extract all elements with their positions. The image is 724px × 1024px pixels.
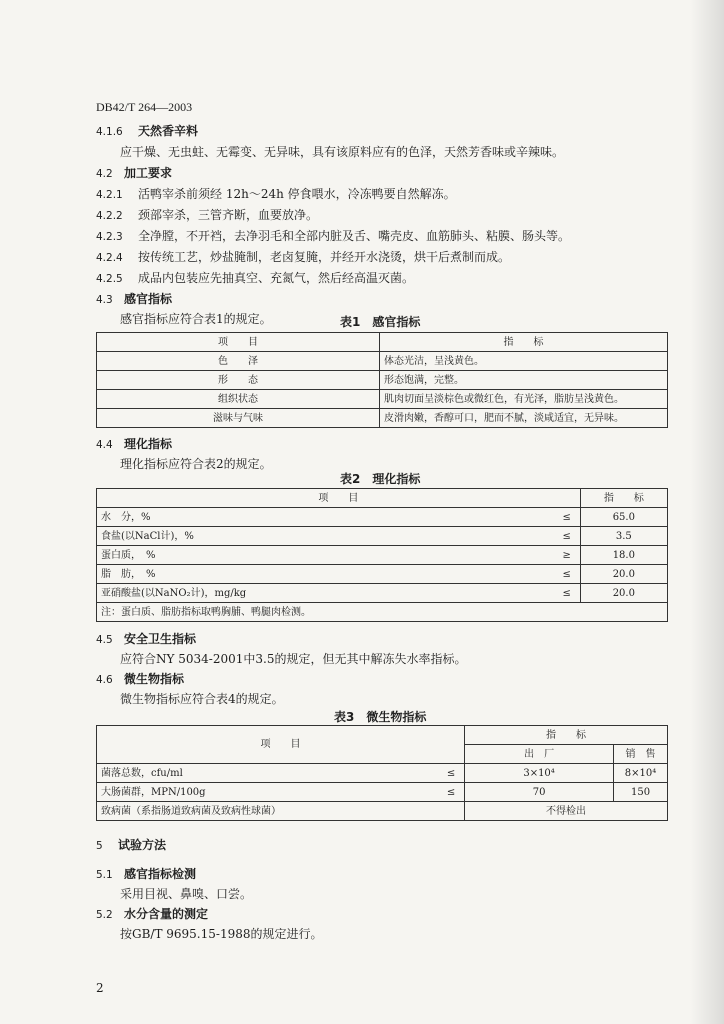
table-cell: 形 态 [97, 371, 380, 390]
table2-caption: 表2 理化指标 [340, 472, 421, 486]
table-cell: 8×10⁴ [614, 764, 668, 783]
table-cell: 肌肉切面呈淡棕色或微红色，有光泽，脂肪呈浅黄色。 [380, 390, 668, 409]
table-cell: 形态饱满，完整。 [380, 371, 668, 390]
table-row [97, 546, 668, 565]
table-cell: 体态光洁，呈浅黄色。 [380, 352, 668, 371]
table-row [97, 764, 668, 783]
section-4-6-text: 微生物指标应符合表4的规定。 [120, 692, 284, 706]
table-cell: 不得检出 [465, 802, 668, 821]
table-row [97, 508, 668, 527]
table-row [97, 565, 668, 584]
table-cell: ≤ [554, 584, 581, 603]
section-4-2-2: 4.2.2 颈部宰杀，三管齐断，血要放净。 [96, 208, 319, 222]
table2-note: 注：蛋白质、脂肪指标取鸭胸脯、鸭腿肉检测。 [97, 603, 668, 622]
table-row [97, 333, 668, 352]
table-cell: 组织状态 [97, 390, 380, 409]
section-4-1-6-text: 应干燥、无虫蛀、无霉变、无异味，具有该原料应有的色泽，天然芳香味或辛辣味。 [120, 145, 565, 159]
section-4-2-3: 4.2.3 全净膛，不开裆，去净羽毛和全部内脏及舌、嘴壳皮、血筋肺头、粘膜、肠头等。 [96, 229, 571, 243]
table2-head-item: 项 目 [97, 489, 581, 508]
table3-head-index: 指 标 [465, 726, 668, 745]
section-4-5-text: 应符合NY 5034-2001中3.5的规定，但无其中解冻失水率指标。 [120, 652, 467, 666]
table-row [97, 603, 668, 622]
section-4-2-4: 4.2.4 按传统工艺，炒盐腌制，老卤复腌，并经开水浇烫，烘干后煮制而成。 [96, 250, 511, 264]
section-4-4-text: 理化指标应符合表2的规定。 [120, 457, 272, 471]
table1-sensory [96, 332, 668, 428]
table-row [97, 584, 668, 603]
table-row [97, 726, 668, 745]
table-row [97, 527, 668, 546]
table3-sub-sales: 销 售 [614, 745, 668, 764]
table-row [97, 409, 668, 428]
section-5-2-text: 按GB/T 9695.15-1988的规定进行。 [120, 927, 323, 941]
section-4-6: 4.6 微生物指标 [96, 672, 185, 686]
table-row [97, 390, 668, 409]
table-cell: ≤ [554, 508, 581, 527]
table-cell: ≥ [554, 546, 581, 565]
section-4-2-1: 4.2.1 活鸭宰杀前须经 12h～24h 停食喂水，冷冻鸭要自然解冻。 [96, 187, 456, 201]
section-4-5: 4.5 安全卫生指标 [96, 632, 197, 646]
table-cell: 大肠菌群，MPN/100g [97, 783, 439, 802]
table-row [97, 371, 668, 390]
table-cell: 20.0 [580, 584, 667, 603]
table-cell: 脂 肪， % [97, 565, 554, 584]
scan-shadow [690, 0, 724, 1024]
table-cell: 致病菌（系指肠道致病菌及致病性球菌） [97, 802, 465, 821]
table-cell: 蛋白质， % [97, 546, 554, 565]
table-cell: 65.0 [580, 508, 667, 527]
section-4-2: 4.2 加工要求 [96, 166, 173, 180]
table1-caption: 表1 感官指标 [340, 315, 421, 329]
table3-microbial [96, 725, 668, 821]
table3-sub-factory: 出 厂 [465, 745, 614, 764]
section-4-3: 4.3 感官指标 [96, 292, 173, 306]
table1-head-index: 指 标 [380, 333, 668, 352]
table-row [97, 489, 668, 508]
table-cell: 色 泽 [97, 352, 380, 371]
section-4-3-text: 感官指标应符合表1的规定。 [120, 312, 272, 326]
section-4-2-5: 4.2.5 成品内包装应先抽真空、充氮气，然后经高温灭菌。 [96, 271, 415, 285]
section-4-1-6: 4.1.6 天然香辛料 [96, 124, 199, 138]
table-cell: 18.0 [580, 546, 667, 565]
table-cell: 150 [614, 783, 668, 802]
table-cell: 20.0 [580, 565, 667, 584]
table-cell: 皮滑肉嫩，香醇可口，肥而不腻，淡咸适宜，无异味。 [380, 409, 668, 428]
table2-physicochemical [96, 488, 668, 622]
section-4-4: 4.4 理化指标 [96, 437, 173, 451]
section-5: 5 试验方法 [96, 838, 167, 852]
section-5-1-text: 采用目视、鼻嗅、口尝。 [120, 887, 253, 901]
table3-caption: 表3 微生物指标 [334, 710, 427, 724]
table-row [97, 802, 668, 821]
standard-number: DB42/T 264—2003 [96, 100, 193, 114]
section-5-1: 5.1 感官指标检测 [96, 867, 197, 881]
table-cell: ≤ [438, 764, 465, 783]
table-cell: 3×10⁴ [465, 764, 614, 783]
table-cell: 亚硝酸盐(以NaNO₂计)，mg/kg [97, 584, 554, 603]
table-cell: ≤ [438, 783, 465, 802]
section-5-2: 5.2 水分含量的测定 [96, 907, 209, 921]
table-cell: 3.5 [580, 527, 667, 546]
table-cell: ≤ [554, 527, 581, 546]
table-cell: 70 [465, 783, 614, 802]
table-cell: 食盐(以NaCl计)，% [97, 527, 554, 546]
table-cell: 滋味与气味 [97, 409, 380, 428]
table3-head-item: 项 目 [97, 726, 465, 764]
table2-head-index: 指 标 [580, 489, 667, 508]
table-row [97, 783, 668, 802]
table-cell: 菌落总数，cfu/ml [97, 764, 439, 783]
table-row [97, 352, 668, 371]
page-number: 2 [96, 981, 104, 995]
table-cell: ≤ [554, 565, 581, 584]
table-cell: 水 分，% [97, 508, 554, 527]
table1-head-item: 项 目 [97, 333, 380, 352]
